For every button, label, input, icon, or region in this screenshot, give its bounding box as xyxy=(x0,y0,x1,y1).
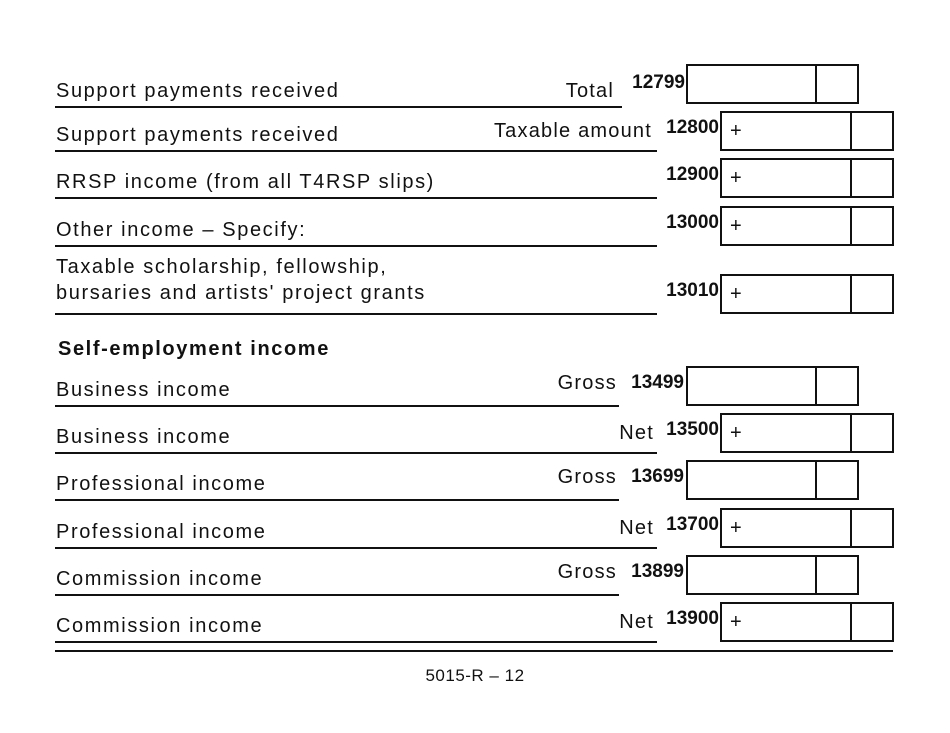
divider xyxy=(55,650,893,652)
row-underline xyxy=(55,245,657,247)
row-label: Taxable scholarship, fellowship, xyxy=(56,256,388,278)
amount-input-13499[interactable] xyxy=(686,366,859,406)
line-code: 13499 xyxy=(631,372,684,393)
row-label: Business income xyxy=(56,426,232,448)
line-code: 13900 xyxy=(666,608,719,629)
cents-divider xyxy=(850,208,852,244)
row-qualifier: Taxable amount xyxy=(493,120,652,142)
amount-input-13500[interactable] xyxy=(720,413,894,453)
row-label: Other income – Specify: xyxy=(56,219,307,241)
amount-input-13900[interactable] xyxy=(720,602,894,642)
row-label: RRSP income (from all T4RSP slips) xyxy=(56,171,435,193)
plus-sign: + xyxy=(730,611,742,633)
amount-input-13000[interactable] xyxy=(720,206,894,246)
plus-sign: + xyxy=(730,215,742,237)
row-label: Professional income xyxy=(56,473,267,495)
plus-sign: + xyxy=(730,422,742,444)
amount-input-13699[interactable] xyxy=(686,460,859,500)
row-underline xyxy=(55,547,657,549)
row-label: Business income xyxy=(56,379,232,401)
cents-divider xyxy=(815,557,817,593)
line-code: 13699 xyxy=(631,466,684,487)
row-qualifier: Gross xyxy=(557,372,617,394)
cents-divider xyxy=(850,415,852,451)
row-qualifier: Net xyxy=(619,517,654,539)
row-label: Support payments received xyxy=(56,124,340,146)
line-code: 12900 xyxy=(666,164,719,185)
row-qualifier: Net xyxy=(619,611,654,633)
row-underline xyxy=(55,313,657,315)
line-code: 12800 xyxy=(666,117,719,138)
plus-sign: + xyxy=(730,167,742,189)
amount-input-12900[interactable] xyxy=(720,158,894,198)
line-code: 13700 xyxy=(666,514,719,535)
cents-divider xyxy=(850,604,852,640)
row-underline xyxy=(55,197,657,199)
row-qualifier: Gross xyxy=(557,561,617,583)
row-underline xyxy=(55,452,657,454)
row-label: Support payments received xyxy=(56,80,340,102)
row-underline xyxy=(55,106,622,108)
amount-input-12799[interactable] xyxy=(686,64,859,104)
cents-divider xyxy=(815,462,817,498)
row-underline xyxy=(55,594,619,596)
cents-divider xyxy=(815,66,817,102)
row-label: Commission income xyxy=(56,568,264,590)
amount-input-13700[interactable] xyxy=(720,508,894,548)
cents-divider xyxy=(850,160,852,196)
row-underline xyxy=(55,405,619,407)
plus-sign: + xyxy=(730,120,742,142)
line-code: 13000 xyxy=(666,212,719,233)
row-label: Professional income xyxy=(56,521,267,543)
amount-input-12800[interactable] xyxy=(720,111,894,151)
cents-divider xyxy=(815,368,817,404)
plus-sign: + xyxy=(730,283,742,305)
line-code: 13500 xyxy=(666,419,719,440)
row-qualifier: Total xyxy=(565,80,614,102)
cents-divider xyxy=(850,113,852,149)
cents-divider xyxy=(850,510,852,546)
row-underline xyxy=(55,641,657,643)
line-code: 12799 xyxy=(632,72,685,93)
row-label: Commission income xyxy=(56,615,264,637)
section-heading: Self-employment income xyxy=(58,338,330,360)
amount-input-13899[interactable] xyxy=(686,555,859,595)
line-code: 13899 xyxy=(631,561,684,582)
row-qualifier: Gross xyxy=(557,466,617,488)
amount-input-13010[interactable] xyxy=(720,274,894,314)
row-label-line2: bursaries and artists' project grants xyxy=(56,282,426,304)
plus-sign: + xyxy=(730,517,742,539)
page-footer: 5015-R – 12 xyxy=(425,666,525,685)
row-underline xyxy=(55,150,657,152)
row-qualifier: Net xyxy=(619,422,654,444)
row-underline xyxy=(55,499,619,501)
line-code: 13010 xyxy=(666,280,719,301)
cents-divider xyxy=(850,276,852,312)
